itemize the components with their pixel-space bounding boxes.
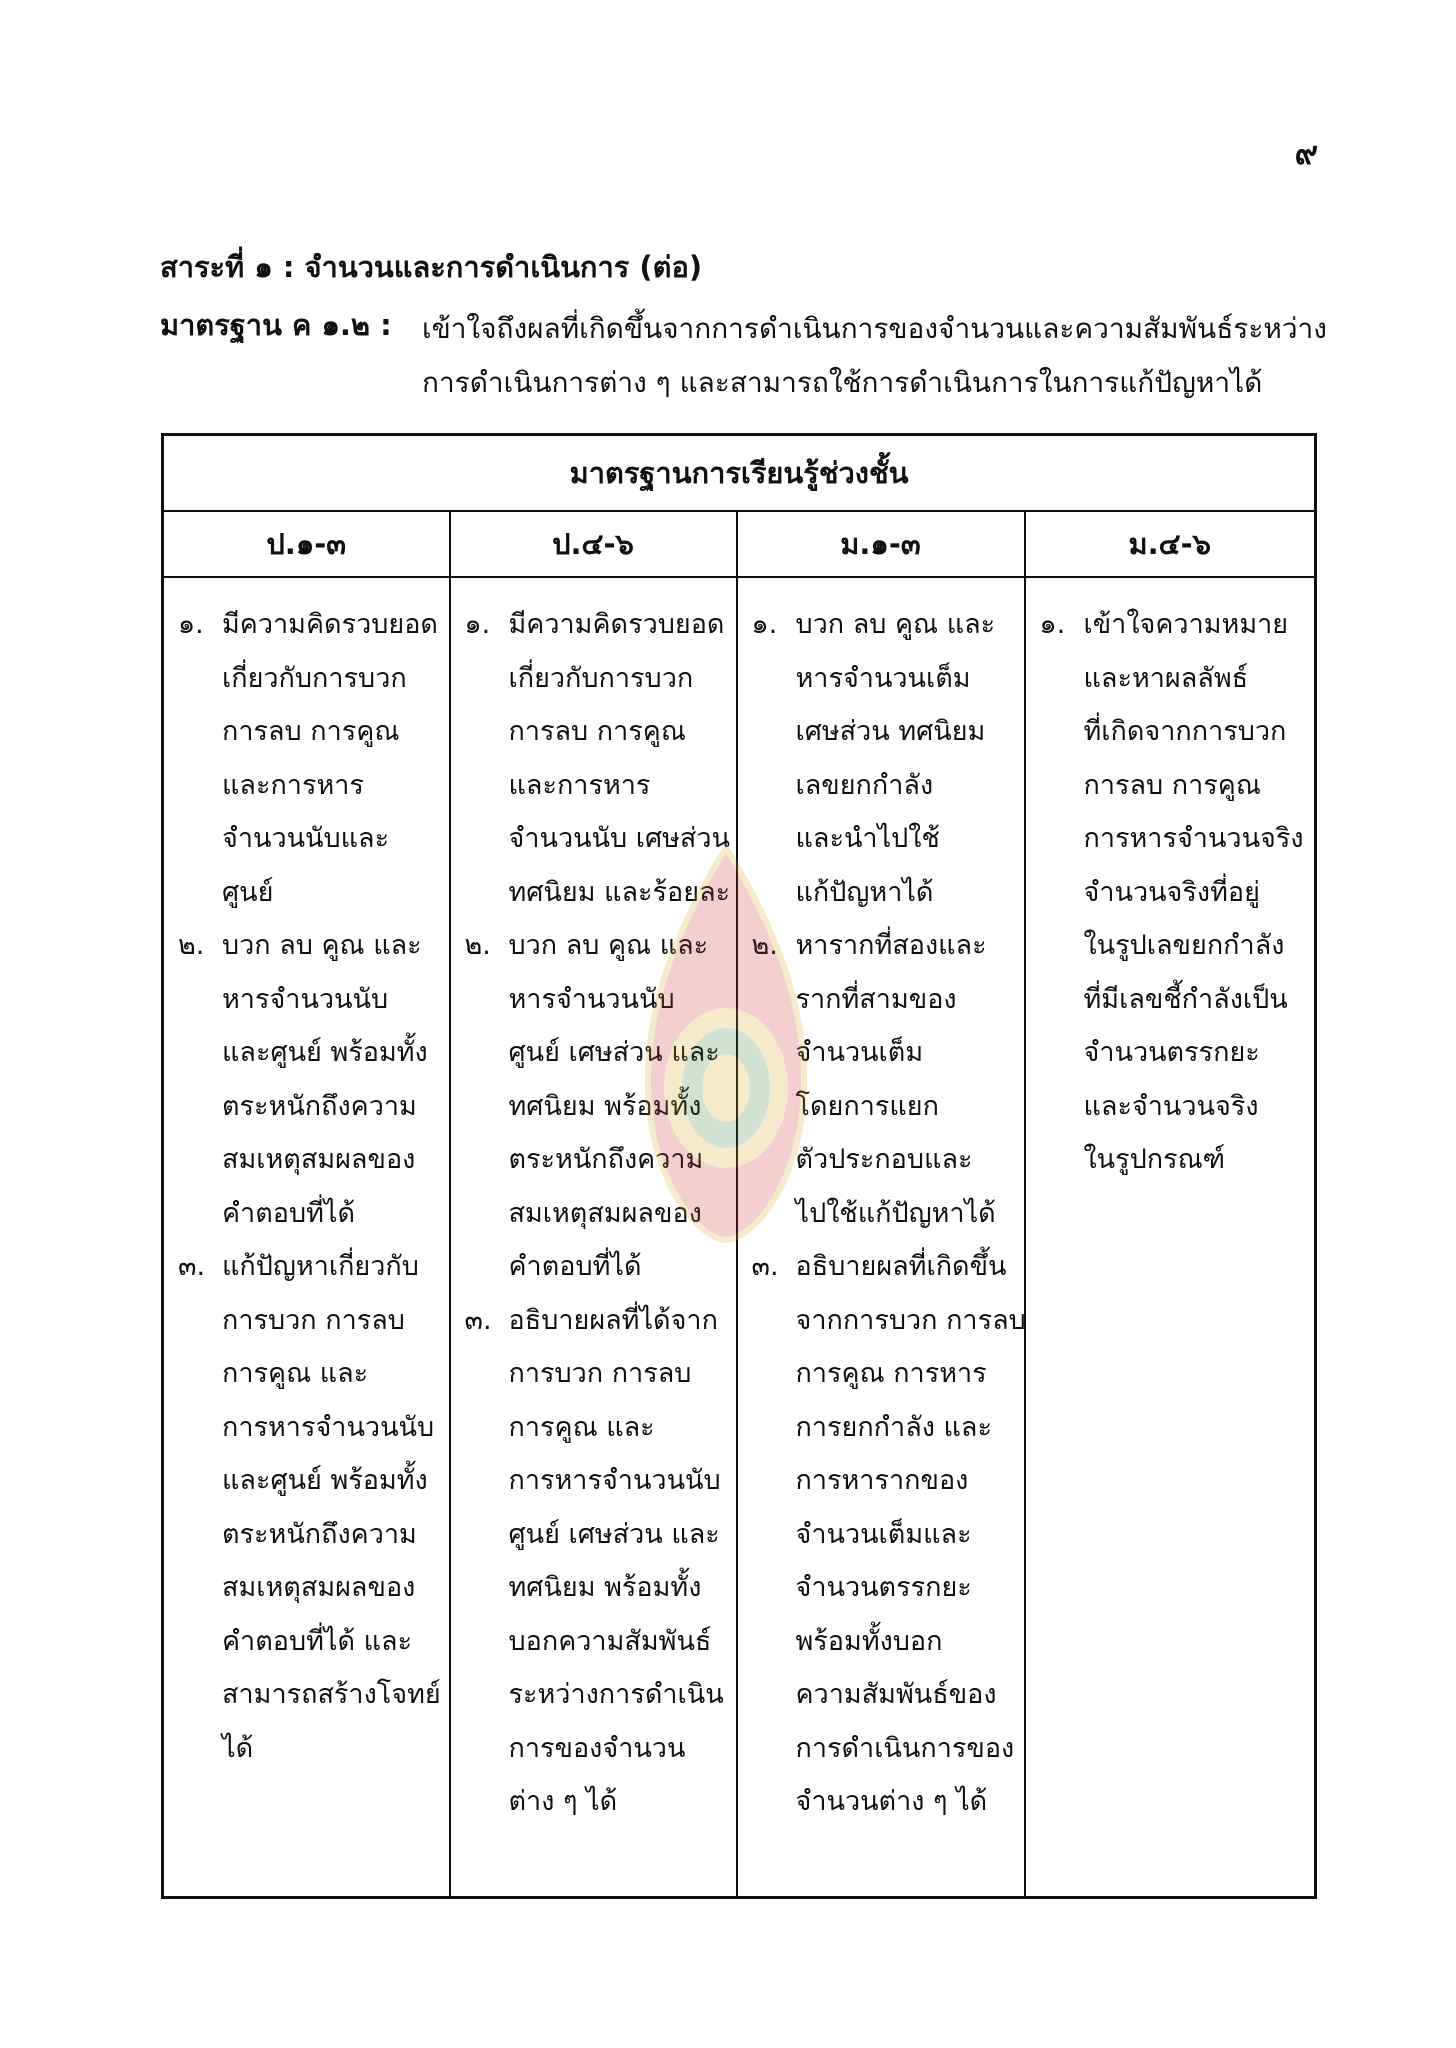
item-text-line: การหารจำนวนนับ — [508, 1465, 721, 1496]
standard-item — [457, 598, 730, 919]
item-text-line: แก้ปัญหาได้ — [795, 876, 934, 908]
item-text-line: การยกกำลัง และ — [795, 1411, 992, 1443]
item-text-line: จำนวนต่าง ๆ ได้ — [795, 1786, 988, 1817]
item-text-line: บอกความสัมพันธ์ — [508, 1625, 712, 1657]
item-text-line: การลบ การคูณ — [508, 716, 686, 747]
item-number: ๒. — [464, 930, 491, 961]
item-text-line: พร้อมทั้งบอก — [795, 1625, 943, 1657]
standard-item — [457, 919, 730, 1294]
standard-text — [422, 302, 1327, 410]
page-number: ๙ — [1294, 134, 1318, 172]
item-text-line: ตระหนักถึงความ — [222, 1518, 417, 1550]
item-text-line: โดยการแยก — [795, 1090, 939, 1122]
column-header-m4-6: ม.๔-๖ — [1025, 511, 1316, 577]
item-text-line: การคูณ และ — [222, 1358, 369, 1389]
standard-item — [457, 1294, 730, 1829]
item-number: ๑. — [1039, 609, 1066, 640]
standard-label: มาตรฐาน ค ๑.๒ : — [160, 308, 392, 342]
strand-title: สาระที่ ๑ : จำนวนและการดำเนินการ (ต่อ) — [160, 250, 703, 284]
item-text-line: เกี่ยวกับการบวก — [222, 662, 407, 694]
item-text-line: เลขยกกำลัง — [795, 769, 934, 801]
item-text-line: การหารจำนวนจริง — [1083, 823, 1304, 854]
item-text-line: สมเหตุสมผลของ — [222, 1572, 416, 1603]
item-text-line: การลบ การคูณ — [222, 716, 400, 747]
item-text-line: และศูนย์ พร้อมทั้ง — [222, 1037, 428, 1068]
item-text-line: และการหาร — [222, 769, 364, 801]
column-cell — [1025, 577, 1316, 1898]
item-text-line: คำตอบที่ได้ — [222, 1197, 356, 1229]
item-number: ๒. — [178, 930, 205, 961]
standard-line: เข้าใจถึงผลที่เกิดขึ้นจากการดำเนินการของจำนวนและความสัมพันธ์ระหว่าง — [422, 312, 1327, 345]
item-text-line: และหาผลลัพธ์ — [1083, 662, 1249, 694]
item-text-line: ตระหนักถึงความ — [508, 1144, 704, 1175]
item-text-line: หารจำนวนนับ — [222, 983, 389, 1015]
item-number: ๓. — [178, 1251, 206, 1282]
column-header-p1-3: ป.๑-๓ — [163, 511, 450, 577]
item-text-line: ศูนย์ เศษส่วน และ — [508, 1037, 720, 1068]
item-text-line: มีความคิดรวบยอด — [222, 609, 438, 640]
item-text-line: และการหาร — [508, 769, 651, 801]
item-text-line: และศูนย์ พร้อมทั้ง — [222, 1465, 428, 1496]
item-text-line: สมเหตุสมผลของ — [222, 1144, 416, 1175]
item-text-line: คำตอบที่ได้ — [508, 1251, 642, 1282]
item-text-line: ที่เกิดจากการบวก — [1083, 716, 1287, 747]
item-text-line: อธิบายผลที่เกิดขึ้น — [795, 1251, 1007, 1282]
table-heading: มาตรฐานการเรียนรู้ช่วงชั้น — [163, 435, 1316, 512]
item-text-line: จำนวนตรรกยะ — [795, 1572, 972, 1603]
item-text-line: จำนวนเต็มและ — [795, 1518, 972, 1550]
item-text-line: หารจำนวนเต็ม — [795, 662, 971, 694]
item-text-line: เศษส่วน ทศนิยม — [795, 716, 986, 747]
item-text-line: และจำนวนจริง — [1083, 1090, 1259, 1122]
item-text-line: หารจำนวนนับ — [508, 983, 675, 1015]
column-cell — [737, 577, 1025, 1898]
item-text-line: รากที่สามของ — [795, 983, 957, 1015]
standard-item — [170, 1240, 443, 1775]
item-text-line: ทศนิยม พร้อมทั้ง — [508, 1572, 702, 1603]
item-text-line: แก้ปัญหาเกี่ยวกับ — [222, 1251, 419, 1282]
item-text-line: สมเหตุสมผลของ — [508, 1197, 702, 1229]
item-text-line: จำนวนนับและ — [222, 823, 390, 854]
item-number: ๑. — [464, 609, 491, 640]
item-text-line: จำนวนนับ เศษส่วน — [508, 823, 730, 854]
item-text-line: ในรูปเลขยกกำลัง — [1083, 930, 1285, 961]
item-text-line: อธิบายผลที่ได้จาก — [508, 1304, 718, 1336]
item-text-line: การบวก การลบ — [222, 1304, 405, 1336]
item-text-line: สามารถสร้างโจทย์ — [222, 1679, 441, 1710]
item-text-line: มีความคิดรวบยอด — [508, 609, 725, 640]
item-text-line: ได้ — [222, 1732, 254, 1764]
item-text-line: ไปใช้แก้ปัญหาได้ — [795, 1197, 996, 1229]
item-text-line: การลบ การคูณ — [1083, 769, 1261, 801]
item-number: ๓. — [464, 1304, 492, 1336]
item-text-line: บวก ลบ คูณ และ — [222, 930, 422, 961]
standard-item — [170, 598, 443, 919]
column-cell — [163, 577, 450, 1898]
item-text-line: และนำไปใช้ — [795, 823, 940, 854]
item-text-line: คำตอบที่ได้ และ — [222, 1625, 413, 1657]
item-text-line: จากการบวก การลบ — [795, 1304, 1026, 1336]
item-text-line: ศูนย์ — [222, 876, 274, 908]
standard-item — [170, 919, 443, 1240]
item-number: ๑. — [751, 609, 778, 640]
standard-item — [744, 1240, 1026, 1829]
item-text-line: ต่าง ๆ ได้ — [508, 1786, 618, 1817]
item-text-line: ทศนิยม พร้อมทั้ง — [508, 1090, 702, 1122]
standard-item — [744, 919, 1018, 1240]
item-text-line: ในรูปกรณฑ์ — [1083, 1144, 1226, 1175]
item-text-line: ที่มีเลขชี้กำลังเป็น — [1083, 983, 1288, 1015]
item-text-line: การคูณ และ — [508, 1411, 655, 1443]
item-text-line: จำนวนตรรกยะ — [1083, 1037, 1260, 1068]
standard-line: การดำเนินการต่าง ๆ และสามารถใช้การดำเนินการในการแก้ปัญหาได้ — [422, 366, 1263, 399]
item-text-line: การบวก การลบ — [508, 1358, 692, 1389]
item-text-line: บวก ลบ คูณ และ — [795, 609, 996, 640]
item-text-line: หารากที่สองและ — [795, 930, 987, 961]
item-number: ๑. — [178, 609, 204, 640]
column-header-m1-3: ม.๑-๓ — [737, 511, 1025, 577]
standard-item — [1032, 598, 1309, 1187]
item-text-line: การหารจำนวนนับ — [222, 1411, 435, 1443]
item-text-line: เกี่ยวกับการบวก — [508, 662, 694, 694]
learning-standards-table — [161, 433, 1317, 1899]
item-text-line: การของจำนวน — [508, 1732, 686, 1764]
column-cell — [450, 577, 737, 1898]
item-text-line: ศูนย์ เศษส่วน และ — [508, 1518, 720, 1550]
item-text-line: บวก ลบ คูณ และ — [508, 930, 709, 961]
item-text-line: ตระหนักถึงความ — [222, 1090, 417, 1122]
item-number: ๓. — [751, 1251, 779, 1282]
item-number: ๒. — [751, 930, 778, 961]
item-text-line: ทศนิยม และร้อยละ — [508, 876, 731, 908]
standard-item — [744, 598, 1018, 919]
item-text-line: เข้าใจความหมาย — [1083, 609, 1289, 640]
item-text-line: การดำเนินการของ — [795, 1732, 1015, 1764]
item-text-line: ตัวประกอบและ — [795, 1144, 973, 1175]
item-text-line: ระหว่างการดำเนิน — [508, 1679, 724, 1710]
item-text-line: จำนวนเต็ม — [795, 1037, 924, 1068]
item-text-line: จำนวนจริงที่อยู่ — [1083, 876, 1260, 908]
column-header-p4-6: ป.๔-๖ — [450, 511, 737, 577]
item-text-line: ความสัมพันธ์ของ — [795, 1679, 997, 1710]
item-text-line: การหารากของ — [795, 1465, 969, 1496]
item-text-line: การคูณ การหาร — [795, 1358, 987, 1389]
